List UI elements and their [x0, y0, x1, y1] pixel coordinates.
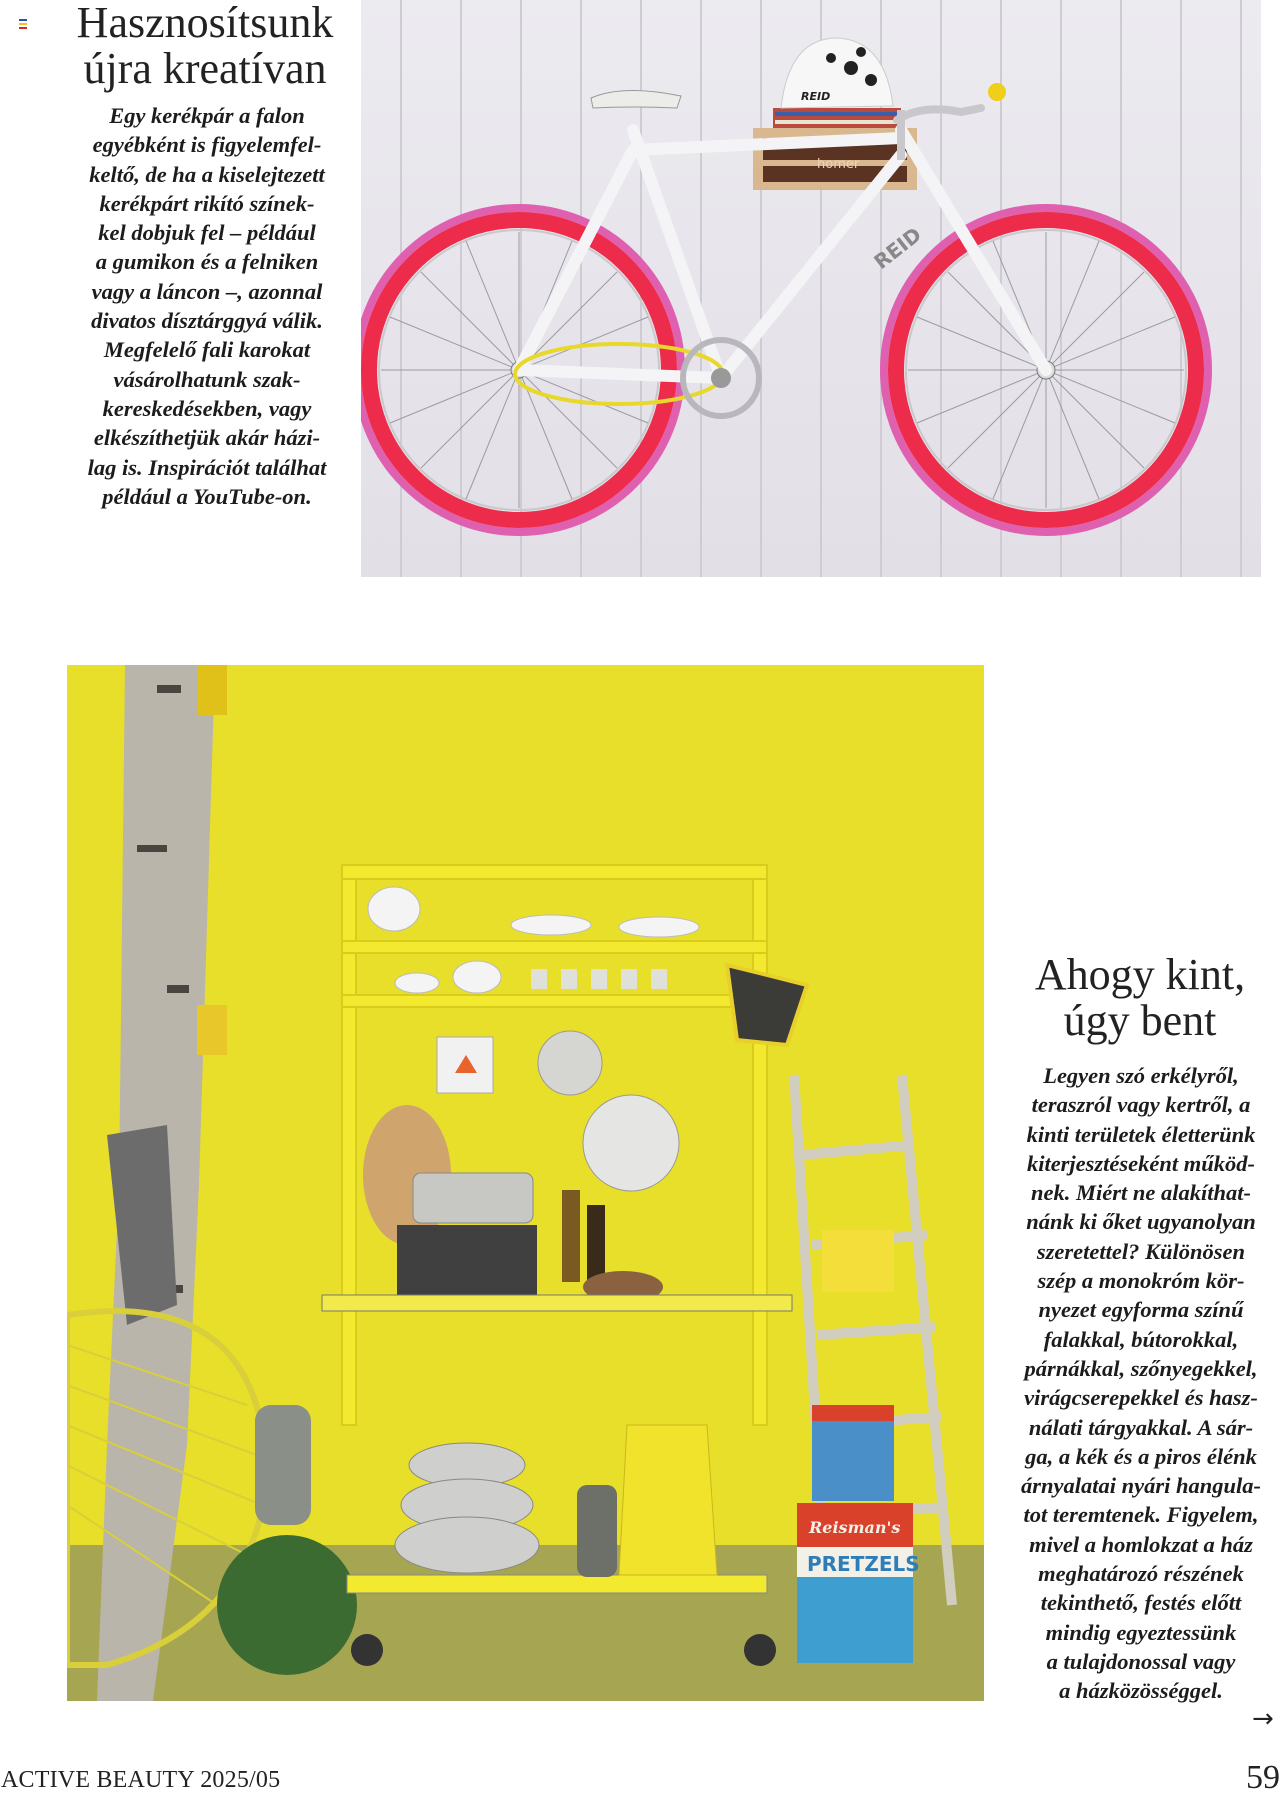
magazine-issue: ACTIVE BEAUTY 2025/05 — [1, 1767, 281, 1793]
article-1-body-line: Megfelelő fali karokat — [103, 337, 311, 363]
article-1-body-line: keltő, de ha a kiselejtezett — [89, 161, 325, 187]
article-2-body-line: ga, a kék és a piros élénk — [1025, 1443, 1257, 1469]
article-1-body — [62, 101, 352, 511]
article-2-body-line: párnákkal, szőnyegekkel, — [1024, 1355, 1258, 1381]
bicycle-illustration — [361, 0, 1261, 577]
marker-red — [19, 27, 27, 29]
outdoor-kitchen-photo — [67, 665, 984, 1701]
tin-top-text: Reisman's — [809, 1518, 901, 1537]
article-1-body-line: lag is. Inspirációt találhat — [87, 454, 327, 480]
article-2-body-line: kiterjesztéseként működ- — [1026, 1150, 1256, 1176]
gas-bottle — [255, 1405, 311, 1525]
article-1-body-line: kel dobjuk fel – például — [98, 220, 316, 246]
article-2-body-line: nek. Miért ne alakíthat- — [1030, 1180, 1251, 1206]
article-1-body-line: vagy a láncon –, azonnal — [91, 278, 323, 304]
article-1-body-line: Egy kerékpár a falon — [109, 103, 305, 128]
pretzel-tin — [797, 1503, 920, 1663]
article-1-body-line: kerékpárt rikító színek- — [99, 190, 315, 216]
article-1-title-line: újra kreatívan — [83, 44, 327, 93]
article-2-body-line: nánk ki őket ugyanolyan — [1026, 1209, 1256, 1235]
article-1-title-line: Hasznosítsunk — [76, 0, 334, 47]
watering-can — [619, 1425, 717, 1575]
lantern — [197, 1005, 227, 1055]
article-2-body-line: falakkal, bútorokkal, — [1043, 1326, 1239, 1352]
article-2-body-line: kinti területek életterünk — [1026, 1121, 1256, 1147]
article-1-body-line: a gumikon és a felniken — [95, 249, 319, 275]
bicycle-wall-photo — [361, 0, 1261, 577]
article-2-title-line: úgy bent — [1063, 996, 1217, 1045]
article-1-body-line: például a YouTube-on. — [102, 483, 312, 509]
marker-yellow — [19, 23, 27, 25]
shelf-brand: homer — [817, 157, 860, 172]
article-2-body-line: tot teremtenek. Figyelem, — [1023, 1502, 1259, 1528]
article-2-body-line: meghatározó részének — [1038, 1561, 1244, 1587]
article-2-body-line: virágcserepekkel és hasz- — [1024, 1385, 1258, 1411]
article-2-body-line: a tulajdonossal vagy — [1046, 1648, 1236, 1674]
tin-main-text: PRETZELS — [807, 1552, 920, 1576]
article-2-body-line: szép a monokróm kör- — [1037, 1268, 1245, 1294]
article-2-title — [1000, 952, 1280, 1044]
article-2-body-line: szeretettel? Különösen — [1036, 1238, 1246, 1264]
article-1-body-line: elkészíthetjük akár házi- — [93, 425, 321, 451]
plant — [217, 1535, 357, 1675]
helmet-brand: REID — [801, 90, 831, 103]
article-2-body-line: mindig egyeztessünk — [1045, 1619, 1237, 1645]
article-2-body-line: nyezet egyforma színű — [1038, 1297, 1244, 1323]
kitchen-illustration — [67, 665, 984, 1701]
frame-brand: REID — [869, 222, 926, 274]
article-2-title-line: Ahogy kint, — [1034, 950, 1246, 999]
article-2-body-line: teraszról vagy kertről, a — [1031, 1092, 1251, 1118]
color-marker-icon — [19, 19, 27, 29]
article-2-body-line: nálati tárgyakkal. A sár- — [1028, 1414, 1254, 1440]
continue-arrow-icon[interactable]: → — [1252, 1704, 1274, 1734]
article-1-body-line: vásárolhatunk szak- — [113, 366, 301, 392]
article-2-body-line: tekinthető, festés előtt — [1040, 1590, 1242, 1616]
article-2-body-line: Legyen szó erkélyről, — [1043, 1063, 1239, 1088]
marker-blue — [19, 19, 27, 21]
article-1-body-line: divatos dísztárggyá válik. — [91, 308, 323, 334]
article-2-body — [1005, 1061, 1277, 1706]
article-1-body-line: egyébként is figyelemfel- — [92, 132, 322, 158]
article-2-body-line: mivel a homlokzat a ház — [1029, 1531, 1253, 1557]
saddle — [591, 90, 681, 108]
article-1-title — [55, 0, 355, 92]
article-2-body-line: a házközösséggel. — [1059, 1678, 1223, 1704]
article-1-body-line: kereskedésekben, vagy — [102, 395, 312, 421]
article-2-body-line: árnyalatai nyári hangula- — [1020, 1473, 1262, 1499]
page-number: 59 — [1246, 1759, 1280, 1796]
worktop — [322, 1295, 792, 1311]
